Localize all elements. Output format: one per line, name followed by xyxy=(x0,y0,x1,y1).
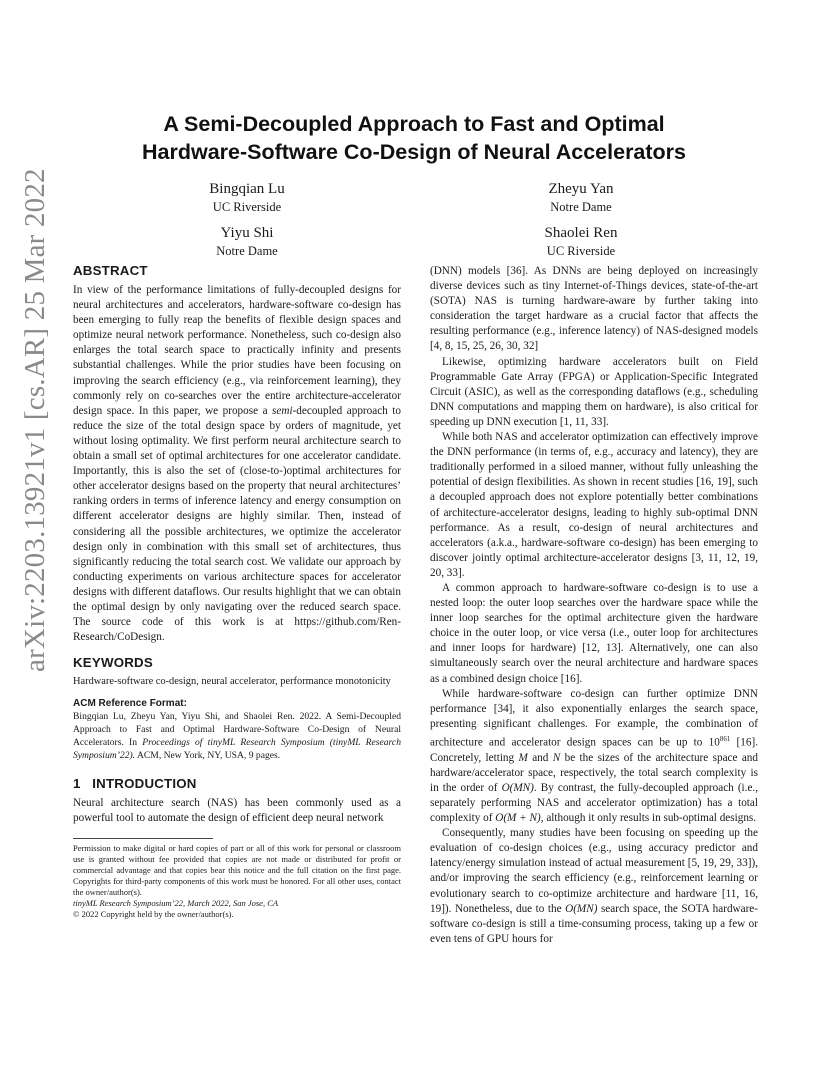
abstract-text xyxy=(73,283,401,645)
author-name: Zheyu Yan xyxy=(548,181,614,197)
math-symbol: N xyxy=(552,751,561,764)
text-part: be the sizes of the architecture space and hardware/accelerator space, respectively, the total search complexity is in the order of xyxy=(430,751,758,794)
abstract-heading: ABSTRACT xyxy=(73,263,148,278)
intro-paragraph: A common approach to hardware-software co-design is to use a nested loop: the outer loop searches over the hardware space while the inner loop searches for the optimal architecture given the hardware choice in the outer loop, or vice versa (i.e., outer loop for architectures and inner loops for hardware) [12, 13]. Alternatively, one can also simultaneously search over the neural architecture and hardware spaces as a combined design choice [16]. xyxy=(430,581,758,685)
author-name: Bingqian Lu xyxy=(209,181,285,197)
intro-paragraph: (DNN) models [36]. As DNNs are being deployed on increasingly diverse devices such as tiny Internet-of-Things devices, state-of-the-art (SOTA) NAS is turning hardware-aware by further taking into consideration the target hardware as a crucial factor that affects the resulting performance (e.g., inference latency) of NAS-designed models [4, 8, 15, 25, 26, 30, 32] xyxy=(430,265,758,353)
acm-reference-part: ACM, New York, NY, USA, 9 pages. xyxy=(135,750,281,762)
text-part: Consequently, many studies have been focusing on speeding up the evaluation of co-design choices (e.g., using accuracy predictor and latency/energy simulation instead of actual measurement [5, 19, 29, 33]), and/or improving the search efficiency (e.g., reinforcement learning or evolutionary search to co-optimize architecture and hardware [11, 16, 19]). Nonetheless, due to the xyxy=(430,827,758,915)
permission-notice: Permission to make digital or hard copies of part or all of this work for personal or classroom use is granted without fee provided that copies are not made or distributed for profit or commercial advantage and that copies bear this notice and the full citation on the first page. Copyrights for third-party components of this work must be honored. For all other uses, contact the owner/author(s). xyxy=(73,843,401,898)
copyright-line: © 2022 Copyright held by the owner/author(s). xyxy=(73,909,234,920)
author-block xyxy=(147,224,347,259)
text-part: search space, the SOTA hardware-software co-design is still a time-consuming process, taking up a few or even tens of GPU hours for xyxy=(430,902,759,945)
introduction-paragraph: Neural architecture search (NAS) has been commonly used as a powerful tool to automate the design of efficient deep neural network xyxy=(73,797,401,825)
acm-reference-heading: ACM Reference Format: xyxy=(73,698,187,710)
keywords-text: Hardware-software co-design, neural accelerator, performance monotonicity xyxy=(73,676,391,688)
intro-paragraph xyxy=(430,826,758,947)
text-part: [16]. Concretely, letting xyxy=(430,736,758,764)
arxiv-identifier: arXiv:2203.13921v1 [cs.AR] 25 Mar 2022 xyxy=(19,168,51,672)
footnote-rule xyxy=(73,838,213,839)
text-part: . By contrast, the fully-decoupled approach (i.e., separately performing NAS and accelerator optimization) has a total complexity of xyxy=(430,781,759,825)
intro-paragraph: While both NAS and accelerator optimization can effectively improve the DNN performance (in terms of, e.g., accuracy and latency), they are traditionally performed in a siloed manner, without fully unleashing the potential of design flexibilities. As shown in recent studies [16, 19], such a decoupled approach does not explore potentially better combinations of architecture-accelerator designs, leading to highly sub-optimal DNN performance. As a result, co-design of neural architectures and accelerators (a.k.a., hardware-software co-design) has been emerging to discover jointly optimal architecture-accelerator designs [3, 11, 12, 19, 20, 33]. xyxy=(430,431,758,579)
author-affiliation: Notre Dame xyxy=(216,244,278,258)
footnote xyxy=(73,843,401,920)
intro-paragraph: Likewise, optimizing hardware accelerators built on Field Programmable Gate Array (FPGA) or Application-Specific Integrated Circuit (ASIC), as well as the corresponding dataflows (e.g., scheduling DNN computations and mapping them on hardware), is also critical for speeding up DNN execution [1, 11, 33]. xyxy=(430,355,758,428)
author-affiliation: Notre Dame xyxy=(550,200,612,214)
author-name: Shaolei Ren xyxy=(544,225,618,241)
author-affiliation: UC Riverside xyxy=(546,244,616,258)
author-block xyxy=(481,224,681,259)
venue-line: tinyML Research Symposium’22, March 2022, San Jose, CA xyxy=(73,898,279,909)
math-expression: O(MN) xyxy=(565,902,598,915)
author-block xyxy=(481,180,681,215)
text-part: While hardware-software co-design can further optimize DNN performance [34], it also exponentially enlarges the search space, presenting significant challenges. For example, the combination of architecture and accelerator design spaces can be up to 10 xyxy=(430,687,758,749)
math-symbol: M xyxy=(518,751,528,764)
superscript: 861 xyxy=(719,734,731,743)
keywords-heading: KEYWORDS xyxy=(73,655,153,671)
text-part: and xyxy=(527,751,553,764)
left-column xyxy=(73,263,401,920)
right-column xyxy=(430,264,758,947)
author-name: Yiyu Shi xyxy=(220,225,274,241)
math-expression: O(M + N) xyxy=(495,812,541,825)
author-affiliation: UC Riverside xyxy=(212,200,282,214)
math-expression: O(MN) xyxy=(501,781,534,794)
paper-title xyxy=(80,110,748,166)
abstract-text-part: -decoupled approach to reduce the size of the total design space by orders of magnitude, yet without losing optimality. We first perform neural architecture search to obtain a small set of optimal architectures for one accelerator candidate. Importantly, this is also the set of (close-to-)optimal architectures for other accelerator designs based on the property that neural architectures’ ranking orders in terms of inference latency and energy consumption on different accelerator designs are highly similar. Then, instead of considering all the possible architectures, we optimize the accelerator design only in combination with this small set of architectures, thus significantly reducing the total search cost. We validate our approach by conducting experiments on various architecture spaces for accelerator designs with different dataflows. Our results highlight that we can obtain the optimal design by only navigating over the reduced search space. The source code of this work is at https://github.com/Ren-Research/CoDesign. xyxy=(73,404,401,644)
title-line-1: A Semi-Decoupled Approach to Fast and Optimal xyxy=(163,112,665,136)
text-part: , although it only results in sub-optimal designs. xyxy=(540,812,757,825)
acm-reference-proceedings: Proceedings of tinyML Research Symposium (tinyML Research Symposium’22). xyxy=(73,737,401,762)
author-block xyxy=(147,180,347,215)
abstract-emphasis: semi xyxy=(272,404,293,417)
title-line-2: Hardware-Software Co-Design of Neural Accelerators xyxy=(141,140,687,164)
intro-paragraph xyxy=(430,687,758,827)
introduction-heading: 1 INTRODUCTION xyxy=(73,776,197,792)
acm-reference-text xyxy=(73,710,401,762)
abstract-text-part: In view of the performance limitations of fully-decoupled designs for neural architectures and accelerators, hardware-software co-design has been emerging to fully reap the benefits of flexible design spaces and optimize neural network performance. Nonetheless, such co-design also enlarges the total search space to practically infinity and presents substantial challenges. While the prior studies have been focusing on improving the search efficiency (e.g., via reinforcement learning), they commonly rely on co-searches over the entire architecture-accelerator design space. In this paper, we propose a xyxy=(73,284,401,417)
acm-reference-part: Bingqian Lu, Zheyu Yan, Yiyu Shi, and Shaolei Ren. 2022. A Semi-Decoupled Approach to Fast and Optimal Hardware-Software Co-Design of Neural Accelerators. In xyxy=(73,711,401,749)
